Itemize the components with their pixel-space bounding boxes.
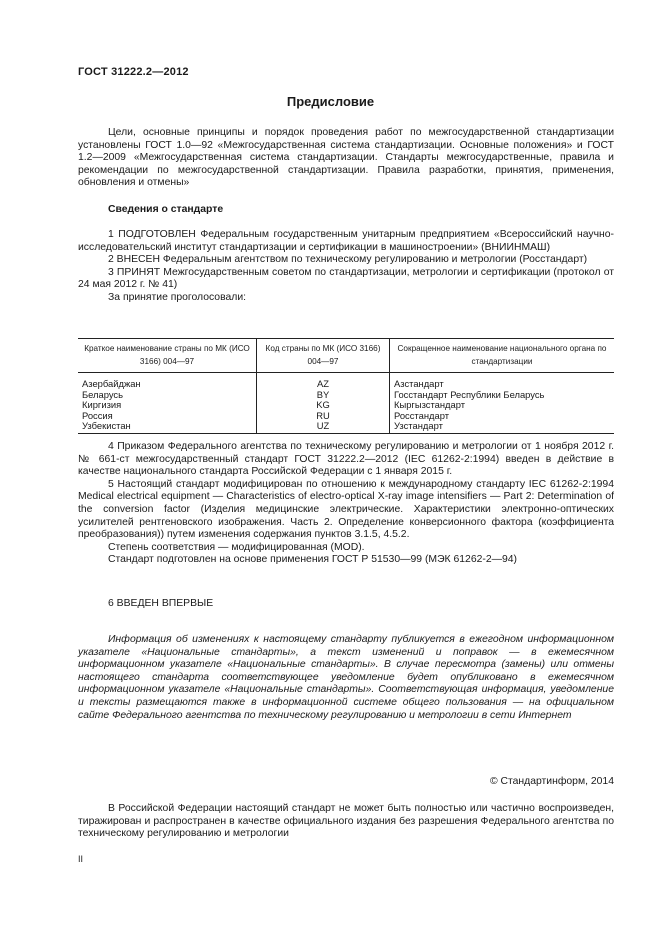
column-header-body: Сокращенное наименование национального органа по стандартизации <box>390 339 615 373</box>
document-header: ГОСТ 31222.2—2012 <box>78 66 189 78</box>
body-cell: Кыргызстандарт <box>390 400 615 411</box>
item-6-block <box>78 598 614 611</box>
code-cell: RU <box>257 411 390 422</box>
column-header-code: Код страны по МК (ИСО 3166) 004—97 <box>257 339 390 373</box>
intro-paragraph <box>78 127 614 190</box>
code-cell: AZ <box>257 373 390 390</box>
conformity-degree: Степень соответствия — модифицированная (MOD). <box>108 541 365 553</box>
body-cell: Азстандарт <box>390 373 615 390</box>
table-header-row <box>78 339 614 373</box>
about-heading: Сведения о стандарте <box>108 204 224 215</box>
item-6: 6 ВВЕДЕН ВПЕРВЫЕ <box>108 598 214 609</box>
body-cell: Госстандарт Республики Беларусь <box>390 390 615 401</box>
items-after-block <box>78 441 614 567</box>
legal-notice: В Российской Федерации настоящий стандарт не может быть полностью или частично воспроизведен, тиражирован и распространен в качестве официального издания без разрешения Федерального агентства по техническому регулированию и метрологии <box>78 803 614 840</box>
table-row <box>78 373 614 390</box>
item-5: 5 Настоящий стандарт модифицирован по отношению к международному стандарту IEC 61262-2:1994 Medical electrical equipment — Characteristics of electro-optical X-ray image intensifiers — Part 2: Determination of the conversion factor (Изделия медицинские электрические. Характеристики электронно-оптических усилителей рентгеновского изображения. Часть 2. Определение конверсионного фактора (коэффициента преобразования)) путем изменения содержания пунктов 3.1.5, 4.5.2. <box>78 478 614 541</box>
prepared-basis: Стандарт подготовлен на основе применения ГОСТ Р 51530—99 (МЭК 61262-2—94) <box>108 554 518 566</box>
table-row <box>78 411 614 422</box>
items-block <box>78 229 614 305</box>
page-title: Предисловие <box>286 94 375 109</box>
country-cell: Узбекистан <box>78 421 257 433</box>
item-3: 3 ПРИНЯТ Межгосударственным советом по стандартизации, метрологии и сертификации (протокол от 24 мая 2012 г. № 41) <box>78 266 614 291</box>
body-cell: Узстандарт <box>390 421 615 433</box>
table-row <box>78 390 614 401</box>
info-note: Информация об изменениях к настоящему стандарту публикуется в ежегодном информационном указателе «Национальные стандарты», а текст изменений и поправок — в ежемесячном информационном указателе «Национальные стандарты». В случае пересмотра (замены) или отмены настоящего стандарта соответствующее уведомление будет опубликовано в ежемесячном информационном указателе «Национальные стандарты». Соответствующая информация, уведомление и тексты размещаются также в информационной системе общего пользования — на официальном сайте Федерального агентства по техническому регулированию и метрологии в сети Интернет <box>78 634 614 721</box>
table-row <box>78 421 614 433</box>
item-2: 2 ВНЕСЕН Федеральным агентством по техническому регулированию и метрологии (Росстандарт) <box>108 254 588 266</box>
body-cell: Росстандарт <box>390 411 615 422</box>
legal-block <box>78 803 614 841</box>
item-1: 1 ПОДГОТОВЛЕН Федеральным государственным унитарным предприятием «Всероссийский научно-исследовательский институт стандартизации и сертификации в машиностроении» (ВНИИНМАШ) <box>78 229 614 253</box>
country-cell: Киргизия <box>82 399 122 411</box>
code-cell: UZ <box>257 421 390 433</box>
country-cell: Беларусь <box>82 388 124 400</box>
intro-text: Цели, основные принципы и порядок проведения работ по межгосударственной стандартизации установлены ГОСТ 1.0—92 «Межгосударственная система стандартизации. Основные положения» и ГОСТ 1.2—2009 «Межгосударственная система стандартизации. Стандарты межгосударственные, правила и рекомендации по межгосударственной стандартизации. Правила разработки, принятия, применения, обновления и отмены» <box>78 127 614 189</box>
copyright: © Стандартинформ, 2014 <box>489 776 614 787</box>
code-cell: BY <box>257 390 390 401</box>
table-row <box>78 400 614 411</box>
country-cell: Россия <box>82 409 113 421</box>
country-cell: Азербайджан <box>82 378 141 389</box>
info-note-block <box>78 634 614 722</box>
column-header-country: Краткое наименование страны по МК (ИСО 3166) 004—97 <box>78 339 257 373</box>
page-number: II <box>78 854 84 864</box>
voted-label: За принятие проголосовали: <box>108 291 247 303</box>
code-cell: KG <box>257 400 390 411</box>
item-4: 4 Приказом Федерального агентства по техническому регулированию и метрологии от 1 ноября 2012 г. № 661-ст межгосударственный стандарт ГОСТ 31222.2—2012 (IEC 61262-2:1994) введен в действие в качестве национального стандарта Российской Федерации с 1 января 2015 г. <box>78 441 614 478</box>
voting-table <box>78 338 614 434</box>
